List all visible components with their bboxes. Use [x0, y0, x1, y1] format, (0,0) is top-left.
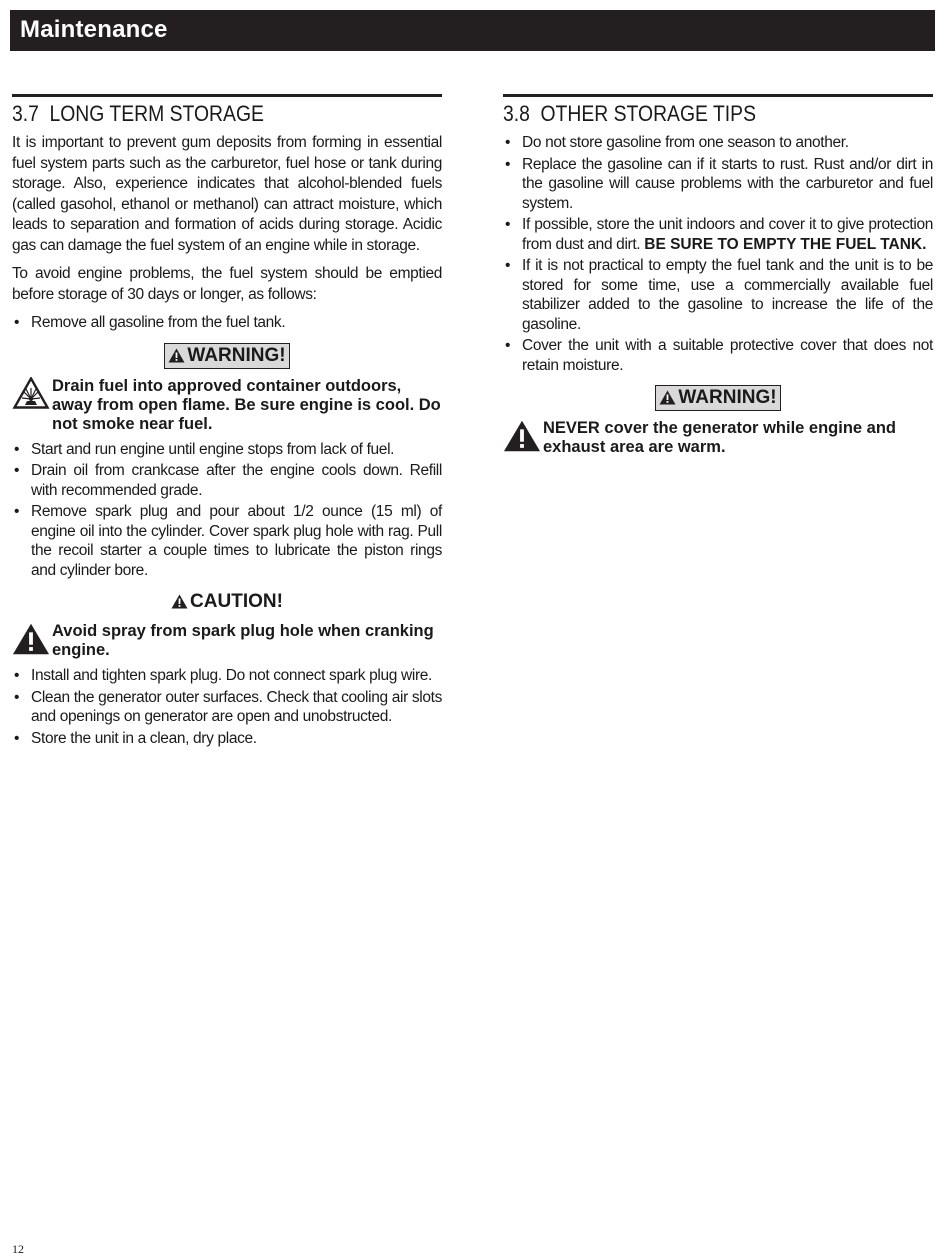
bullet-list: [503, 133, 933, 375]
bullet-list: [12, 313, 442, 333]
paragraph: To avoid engine problems, the fuel system should be emptied before storage of 30 days or longer, as follows:: [12, 265, 442, 303]
section-heading-long-term-storage: [12, 101, 390, 127]
caution-message: [12, 622, 442, 660]
section-title: LONG TERM STORAGE: [49, 101, 264, 126]
caution-signal-word: [12, 590, 442, 614]
warning-triangle-icon: [659, 390, 676, 405]
list-item: • Do not store gasoline from one season to another.: [505, 134, 849, 151]
warning-signal-word: [12, 343, 442, 369]
warning-label: WARNING!: [187, 344, 286, 366]
paragraph: It is important to prevent gum deposits from forming in essential fuel system parts such as the carburetor, fuel hose or tank during storage. Also, experience indicates that alcohol-blended fuels (called gasohol, ethanol or methanol) can attract moisture, which leads to separation and formation of acids during storage. Acidic gas can damage the fuel system of an engine while in storage.: [12, 134, 442, 254]
section-title: OTHER STORAGE TIPS: [540, 101, 756, 126]
list-item: • Start and run engine until engine stops from lack of fuel.: [14, 440, 395, 458]
list-item: • Store the unit in a clean, dry place.: [14, 729, 257, 747]
warning-message: [12, 377, 442, 434]
list-item: • Replace the gasoline can if it starts to rust. Rust and/or dirt in the gasoline will cause problems with the carburetor and fuel system.: [505, 155, 933, 212]
list-item: • Install and tighten spark plug. Do not connect spark plug wire.: [14, 667, 432, 684]
warning-triangle-icon: [168, 348, 185, 363]
warning-text: NEVER cover the generator while engine and exhaust area are warm.: [543, 419, 897, 456]
warning-message: [503, 419, 933, 457]
list-item: • If it is not practical to empty the fuel tank and the unit is to be stored for some time, use a commercially available fuel stabilizer added to the gasoline to increase the life of the gasoline.: [505, 257, 933, 333]
exclamation-triangle-icon: [503, 419, 541, 453]
list-item: • Drain oil from crankcase after the engine cools down. Refill with recommended grade.: [14, 462, 442, 499]
header-bar: [10, 10, 935, 51]
list-item: • Clean the generator outer surfaces. Check that cooling air slots and openings on generator are open and unobstructed.: [14, 688, 442, 725]
page-number: 12: [12, 1242, 24, 1256]
warning-signal-word: [503, 385, 933, 411]
section-rule: [12, 94, 442, 97]
section-heading-other-storage-tips: [503, 101, 881, 127]
bullet-list: [12, 666, 442, 748]
list-item: • Cover the unit with a suitable protective cover that does not retain moisture.: [505, 337, 933, 374]
list-item: • If possible, store the unit indoors and cover it to give protection from dust and dirt. BE SURE TO EMPTY THE FUEL TANK.: [505, 216, 933, 253]
section-rule: [503, 94, 933, 97]
list-item: • Remove all gasoline from the fuel tank.: [14, 314, 286, 331]
warning-label: WARNING!: [678, 387, 777, 408]
explosion-hazard-icon: [12, 377, 50, 409]
warning-text: Drain fuel into approved container outdoors, away from open flame. Be sure engine is cool. Do not smoke near fuel.: [52, 376, 441, 433]
caution-text: Avoid spray from spark plug hole when cranking engine.: [52, 622, 434, 659]
emphasis-text: BE SURE TO EMPTY THE FUEL TANK.: [644, 235, 927, 253]
caution-triangle-icon: [171, 594, 188, 609]
page-title: Maintenance: [20, 16, 168, 43]
left-column: [12, 94, 442, 754]
exclamation-triangle-icon: [12, 622, 50, 656]
list-item: • Remove spark plug and pour about 1/2 ounce (15 ml) of engine oil into the cylinder. Cover spark plug hole with rag. Pull the recoil starter a couple times to lubricate the piston rings and cylinder bore.: [14, 503, 442, 579]
section-number: 3.7: [12, 101, 39, 126]
bullet-list: [12, 440, 442, 581]
right-column: [503, 94, 933, 463]
section-number: 3.8: [503, 101, 530, 126]
caution-label: CAUTION!: [190, 591, 283, 612]
